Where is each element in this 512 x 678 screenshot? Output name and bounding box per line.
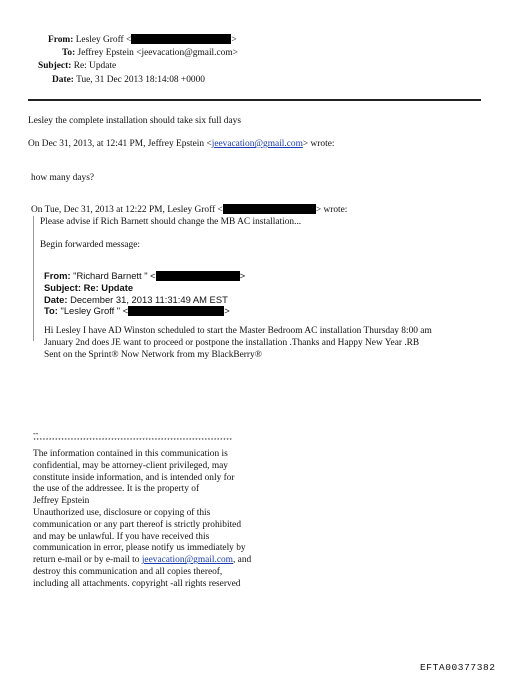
document-id: EFTA00377382: [420, 662, 496, 673]
disclaimer-line: communication or any part thereof is strictly prohibited: [33, 519, 242, 530]
email-link[interactable]: jeevacation@gmail.com: [211, 139, 303, 149]
disclaimer-line: including all attachments. copyright -all rights reserved: [33, 578, 241, 589]
header-date-row: [52, 74, 205, 86]
disclaimer-line: Unauthorized use, disclosure or copying of this: [33, 507, 211, 518]
disclaimer-stars: ****************************************************************: [33, 438, 233, 444]
reply-line: Lesley the complete installation should take six full days: [28, 116, 241, 126]
fwd-message-line: Hi Lesley I have AD Winston scheduled to start the Master Bedroom AC installation Thursday 8:00 am: [44, 326, 432, 336]
fwd-to-close: >: [224, 305, 230, 316]
quote-header-1: [28, 138, 334, 150]
header-from-row: [48, 34, 237, 46]
begin-forwarded: Begin forwarded message:: [40, 240, 140, 250]
header-from-value: Lesley Groff <: [75, 35, 132, 45]
email-link[interactable]: jeevacation@gmail.com: [141, 555, 233, 566]
disclaimer-line-post: , and: [232, 555, 252, 566]
quote-header-2: [31, 204, 347, 216]
advise-line: Please advise if Rich Barnett should change the MB AC installation...: [40, 217, 302, 227]
fwd-date-row: [44, 294, 228, 305]
fwd-from-close: >: [239, 270, 246, 281]
header-to-row: [62, 47, 238, 59]
fwd-from-label: From:: [44, 270, 71, 281]
fwd-date-label: Date:: [44, 294, 68, 305]
fwd-subject-row: [44, 282, 133, 293]
quote-bar: [33, 216, 34, 341]
header-subject-value: Re: Update: [73, 61, 117, 71]
quoted-question: how many days?: [31, 173, 95, 183]
fwd-to-row: [44, 305, 230, 316]
quote-header-2-pre: On Tue, Dec 31, 2013 at 12:22 PM, Lesley Groff <: [31, 205, 223, 215]
header-from-close: >: [231, 35, 237, 45]
disclaimer-line: and may be unlawful. If you have received this: [33, 531, 210, 542]
quote-header-2-post: > wrote:: [315, 205, 348, 215]
fwd-subject-value: Re: Update: [83, 282, 134, 293]
fwd-date-value: December 31, 2013 11:31:49 AM EST: [70, 294, 228, 305]
disclaimer-line: Jeffrey Epstein: [33, 496, 90, 507]
fwd-from-value: "Richard Barnett " <: [73, 270, 156, 281]
header-to-label: To:: [62, 48, 76, 58]
disclaimer-line-pre: return e-mail or by e-mail to: [33, 555, 142, 566]
header-divider: [28, 99, 481, 101]
header-subject-label: Subject:: [38, 61, 72, 71]
quote-header-1-post: > wrote:: [302, 139, 335, 149]
header-date-value: Tue, 31 Dec 2013 18:14:08 +0000: [76, 75, 205, 85]
signature-dashes: --: [33, 429, 39, 438]
fwd-message-line: January 2nd does JE want to proceed or postpone the installation .Thanks and Happy New Year .RB: [44, 338, 420, 348]
fwd-to-value: "Lesley Groff " <: [60, 305, 129, 316]
redaction-box: [223, 204, 316, 214]
fwd-to-label: To:: [44, 305, 58, 316]
disclaimer-line: confidential, may be attorney-client privileged, may: [33, 460, 228, 471]
header-from-label: From:: [48, 35, 74, 45]
redaction-box: [128, 306, 224, 316]
quote-header-1-pre: On Dec 31, 2013, at 12:41 PM, Jeffrey Epstein <: [28, 139, 212, 149]
header-date-label: Date:: [52, 75, 74, 85]
fwd-signature: Sent on the Sprint® Now Network from my BlackBerry®: [44, 350, 262, 360]
fwd-from-row: [44, 270, 245, 281]
disclaimer-line: communication in error, please notify us immediately by: [33, 543, 246, 554]
disclaimer-line: destroy this communication and all copies thereof,: [33, 566, 223, 577]
header-subject-row: [38, 60, 116, 72]
disclaimer-line: the use of the addressee. It is the property of: [33, 484, 200, 495]
header-to-value: Jeffrey Epstein <jeevacation@gmail.com>: [77, 48, 238, 58]
disclaimer-line: constitute inside information, and is intended only for: [33, 472, 235, 483]
redaction-box: [131, 34, 231, 44]
disclaimer-block: [33, 449, 251, 591]
redaction-box: [156, 271, 240, 281]
fwd-subject-label: Subject:: [44, 282, 81, 293]
disclaimer-line: [33, 555, 251, 567]
disclaimer-line: The information contained in this communication is: [33, 449, 228, 459]
